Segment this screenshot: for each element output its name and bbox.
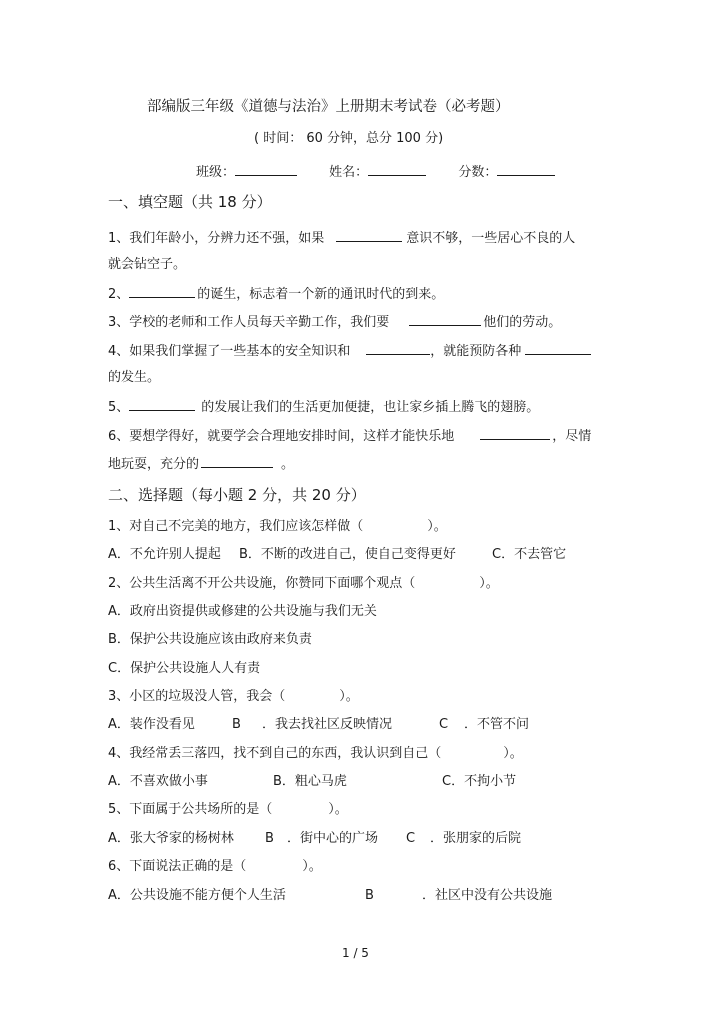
answer-blank — [129, 397, 195, 411]
choice-question-3: 3、小区的垃圾没人管，我会（ ）。 — [108, 689, 359, 704]
choice-3-option-b: ．我去找社区反映情况 — [262, 717, 393, 732]
fill-question-6: 6、要想学得好，就要学会合理地安排时间，这样才能快乐地 ，尽情 — [108, 426, 591, 446]
score-label: 分数： — [458, 165, 498, 180]
choice-4-option-a: A．不喜欢做小事 — [108, 774, 208, 789]
exam-subtitle: ( 时间： 60 分钟，总分 100 分) — [254, 131, 444, 146]
choice-4-option-b: B．粗心马虎 — [273, 774, 347, 789]
choice-4-option-c: C．不拘小节 — [442, 774, 517, 789]
choice-5-option-b-letter: B — [265, 831, 274, 846]
choice-1-option-a: A．不允许别人提起 — [108, 547, 221, 562]
info-row — [196, 162, 555, 182]
choice-5-option-b: ．街中心的广场 — [287, 831, 379, 846]
answer-blank — [129, 284, 195, 298]
name-label: 姓名： — [329, 165, 369, 180]
choice-question-6: 6、下面说法正确的是（ ）。 — [108, 859, 322, 874]
fill-question-1: 1、我们年龄小，分辨力还不强，如果 意识不够，一些居心不良的人 — [108, 228, 575, 248]
answer-blank — [525, 341, 591, 355]
page-number: 1 / 5 — [342, 946, 369, 960]
class-blank — [235, 162, 297, 176]
choice-5-option-a: A．张大爷家的杨树林 — [108, 831, 234, 846]
page-title: 部编版三年级《道德与法治》上册期末考试卷（必考题） — [147, 99, 510, 115]
fill-question-2: 2、 的诞生，标志着一个新的通讯时代的到来。 — [108, 284, 444, 304]
choice-3-option-c: ．不管不问 — [464, 717, 530, 732]
choice-6-option-b: ．社区中没有公共设施 — [422, 888, 553, 903]
fill-question-4: 4、如果我们掌握了一些基本的安全知识和 ，就能预防各种 — [108, 341, 591, 361]
choice-3-option-c-letter: C — [439, 717, 449, 732]
fill-question-6-cont: 地玩耍，充分的 。 — [108, 454, 294, 474]
choice-1-option-c: C．不去管它 — [492, 547, 567, 562]
choice-question-4: 4、我经常丢三落四，找不到自己的东西，我认识到自己（ ）。 — [108, 746, 523, 761]
fill-question-4-cont: 的发生。 — [108, 370, 161, 385]
choice-3-option-a: A．装作没看见 — [108, 717, 195, 732]
choice-5-option-c-letter: C — [406, 831, 416, 846]
score-blank — [497, 162, 555, 176]
answer-blank — [366, 341, 430, 355]
answer-blank — [201, 454, 273, 468]
choice-1-option-b: B．不断的改进自己，使自己变得更好 — [239, 547, 456, 562]
choice-2-option-b: B．保护公共设施应该由政府来负责 — [108, 632, 312, 647]
section-heading-choice: 二、选择题（每小题 2 分，共 20 分） — [108, 486, 366, 504]
choice-2-option-a: A．政府出资提供或修建的公共设施与我们无关 — [108, 604, 377, 619]
answer-blank — [409, 312, 481, 326]
name-blank — [368, 162, 426, 176]
choice-question-5: 5、下面属于公共场所的是（ ）。 — [108, 802, 348, 817]
choice-6-option-b-letter: B — [365, 888, 374, 903]
fill-question-5: 5、 的发展让我们的生活更加便捷，也让家乡插上腾飞的翅膀。 — [108, 397, 539, 417]
choice-question-2: 2、公共生活离不开公共设施，你赞同下面哪个观点（ ）。 — [108, 576, 499, 591]
choice-3-option-b-letter: B — [232, 717, 241, 732]
class-label: 班级： — [196, 165, 236, 180]
choice-2-option-c: C．保护公共设施人人有责 — [108, 661, 261, 676]
answer-blank — [336, 228, 402, 242]
choice-5-option-c: ．张朋家的后院 — [430, 831, 522, 846]
answer-blank — [480, 426, 550, 440]
fill-question-3: 3、学校的老师和工作人员每天辛勤工作，我们要 他们的劳动。 — [108, 312, 561, 332]
fill-question-1-cont: 就会钻空子。 — [108, 257, 187, 272]
choice-question-1: 1、对自己不完美的地方，我们应该怎样做（ ）。 — [108, 519, 447, 534]
choice-6-option-a: A．公共设施不能方便个人生活 — [108, 888, 286, 903]
section-heading-fill-in: 一、填空题（共 18 分） — [108, 193, 272, 211]
